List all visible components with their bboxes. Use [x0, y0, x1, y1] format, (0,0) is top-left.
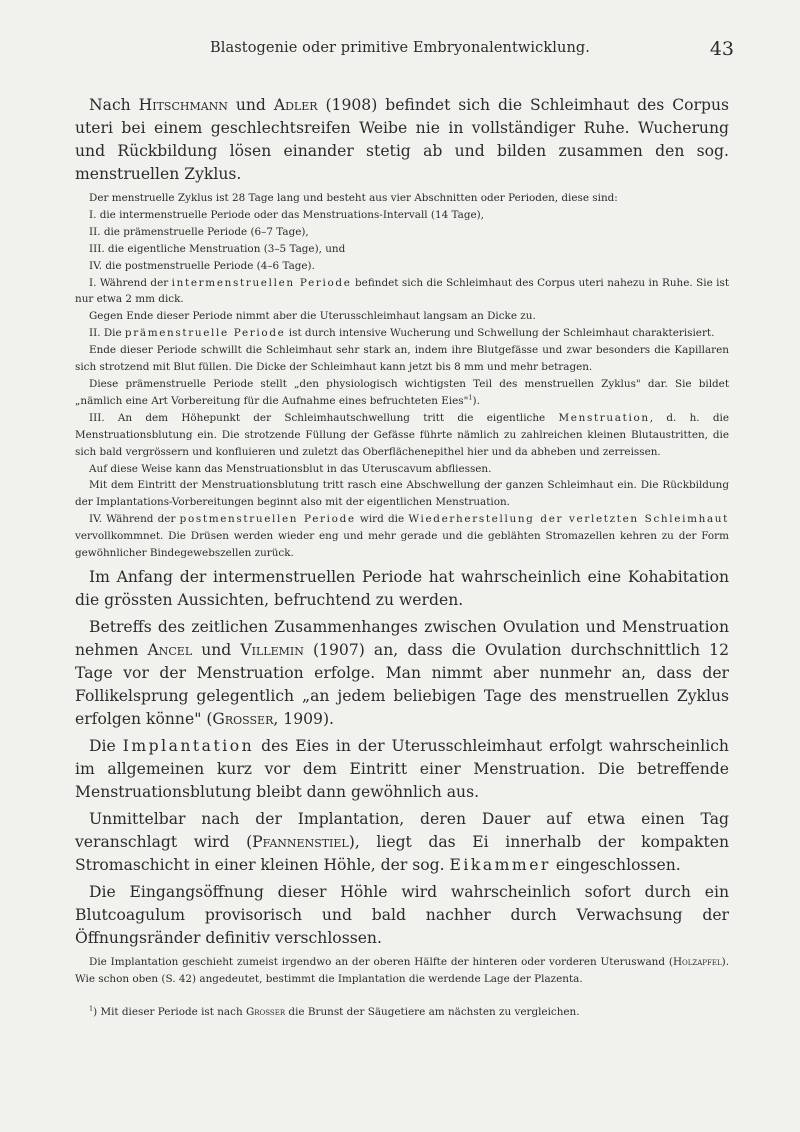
- paragraph-intro: Nach Hitschmann und Adler (1908) befindet sich die Schleimhaut des Corpus uteri bei einem geschlechtsreifen Weibe nie in vollständiger Ruhe. Wucherung und Rückbildung lösen einander stetig ab und bilden zusammen den sog. menstruellen Zyklus.: [75, 96, 729, 183]
- paragraph: Auf diese Weise kann das Menstruationsblut in das Uteruscavum abfliessen.: [89, 462, 492, 475]
- footnote-reference: 1: [468, 393, 473, 402]
- paragraph-eikammer: Unmittelbar nach der Implantation, deren Dauer auf etwa einen Tag veranschlagt wird (Pfannenstiel), liegt das Ei innerhalb der kompakten Stromaschicht in einer kleinen Höhle, der sog. Eikammer eingeschlossen.: [75, 809, 729, 874]
- section-menstruation: III. An dem Höhepunkt der Schleimhautschwellung tritt die eigentliche Menstruation, d. h. die Menstruationsblutung ein. Die strotzende Füllung der Gefässe führte nämlich zu zahlreichen kleinen Blutaustritten, die sich bald vergrössern und konfluieren und zuletzt das Oberflächenepithel hier und da abheben und zerreissen.: [75, 411, 729, 458]
- section-premenstrual: II. Die prämenstruelle Periode ist durch intensive Wucherung und Schwellung der Schleimhaut charakterisiert.: [89, 327, 715, 340]
- section-postmenstrual: IV. Während der postmenstruellen Periode wird die Wiederherstellung der verletzten Schleimhaut vervollkommnet. Die Drüsen werden wieder eng und mehr gerade und die geblähten Stromazellen kehren zu der Form gewöhnlicher Bindegewebszellen zurück.: [75, 513, 729, 560]
- list-item: I. die intermenstruelle Periode oder das Menstruations-Intervall (14 Tage),: [89, 208, 484, 221]
- section-intermenstrual: I. Während der intermenstruellen Periode befindet sich die Schleimhaut des Corpus uteri nahezu in Ruhe. Sie ist nur etwa 2 mm dick.: [75, 276, 730, 306]
- page-number: 43: [709, 38, 734, 60]
- running-header: [0, 40, 800, 62]
- page-content: [75, 94, 729, 1021]
- paragraph-ovulation: Betreffs des zeitlichen Zusammenhanges zwischen Ovulation und Menstruation nehmen Ancel und Villemin (1907) an, dass die Ovulation durchschnittlich 12 Tage vor der Menstruation erfolge. Man nimmt aber nunmehr an, dass der Follikelsprung gelegentlich „an jedem beliebigen Tage des menstruellen Zyklus erfolgen könne" (Grosser, 1909).: [75, 617, 729, 728]
- list-item: IV. die postmenstruelle Periode (4–6 Tage).: [89, 259, 315, 272]
- paragraph-closure: Die Eingangsöffnung dieser Höhle wird wahrscheinlich sofort durch ein Blutcoagulum provisorisch und bald nachher durch Verwachsung der Öffnungsränder definitiv verschlossen.: [75, 882, 729, 947]
- footnote-marker: 1: [89, 1004, 94, 1013]
- footnote: $^1$) Mit dieser Periode ist nach Grosser die Brunst der Säugetiere am nächsten zu vergleichen.: [89, 1004, 580, 1018]
- paragraph-implantation: Die Implantation des Eies in der Uterusschleimhaut erfolgt wahrscheinlich im allgemeinen kurz vor dem Eintritt einer Menstruation. Die betreffende Menstruationsblutung bleibt dann gewöhnlich aus.: [75, 736, 729, 801]
- running-title: Blastogenie oder primitive Embryonalentwicklung.: [210, 40, 590, 56]
- list-item: III. die eigentliche Menstruation (3–5 Tage), und: [89, 242, 346, 255]
- paragraph-placenta: Die Implantation geschieht zumeist irgendwo an der oberen Hälfte der hinteren oder vorderen Uteruswand (Holzapfel). Wie schon oben (S. 42) angedeutet, bestimmt die Implantation die werdende Lage der Plazenta.: [75, 955, 729, 985]
- paragraph: Diese prämenstruelle Periode stellt „den physiologisch wichtigsten Teil des menstruellen Zyklus" dar. Sie bildet „nämlich eine Art Vorbereitung für die Aufnahme eines befruchteten Eies"$^1$).: [75, 377, 729, 407]
- period-list: [75, 207, 729, 275]
- paragraph-kohabitation: Im Anfang der intermenstruellen Periode hat wahrscheinlich eine Kohabitation die grössten Aussichten, befruchtend zu werden.: [75, 567, 729, 609]
- paragraph: Gegen Ende dieser Periode nimmt aber die Uterusschleimhaut langsam an Dicke zu.: [89, 310, 536, 323]
- paragraph: Ende dieser Periode schwillt die Schleimhaut sehr stark an, indem ihre Blutgefässe und zwar besonders die Kapillaren sich strotzend mit Blut füllen. Die Dicke der Schleimhaut kann jetzt bis 8 mm und mehr betragen.: [75, 344, 729, 374]
- list-item: II. die prämenstruelle Periode (6–7 Tage),: [89, 225, 309, 238]
- paragraph-cycle-summary: Der menstruelle Zyklus ist 28 Tage lang und besteht aus vier Abschnitten oder Perioden, diese sind:: [89, 192, 618, 204]
- paragraph: Mit dem Eintritt der Menstruationsblutung tritt rasch eine Abschwellung der ganzen Schleimhaut ein. Die Rückbildung der Implantations-Vorbereitungen beginnt also mit der eigentlichen Menstruation.: [75, 479, 729, 509]
